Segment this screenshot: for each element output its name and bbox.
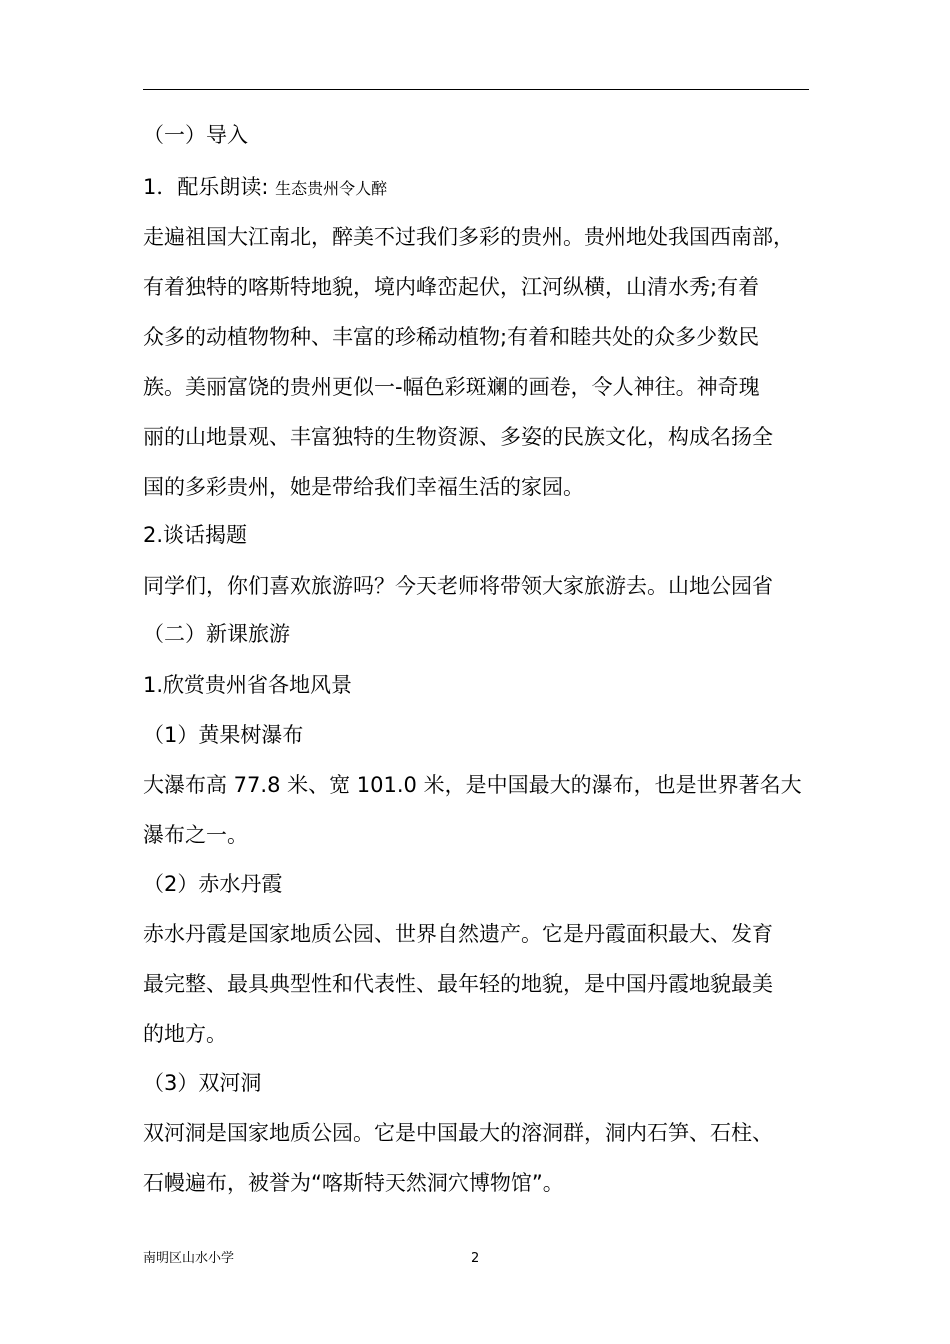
item-1 xyxy=(143,174,387,202)
scene-1-title: （1）黄果树瀑布 xyxy=(143,723,304,747)
scene-1-line-1: 大瀑布高 77.8 米、宽 101.0 米，是中国最大的瀑布，也是世界著名大 xyxy=(143,773,802,797)
scene-2-line-3: 的地方。 xyxy=(143,1022,227,1046)
para2: 同学们，你们喜欢旅游吗？今天老师将带领大家旅游去。山地公园省 xyxy=(143,574,773,598)
item-2-heading: 2.谈话揭题 xyxy=(143,523,248,547)
para1-line-3: 众多的动植物物种、丰富的珍稀动植物;有着和睦共处的众多少数民 xyxy=(143,325,760,349)
scene-3-line-1: 双河洞是国家地质公园。它是中国最大的溶洞群，洞内石笋、石柱、 xyxy=(143,1121,773,1145)
section-heading-intro: （一）导入 xyxy=(143,123,248,147)
para1-line-4: 族。美丽富饶的贵州更似一-幅色彩斑斓的画卷，令人神往。神奇瑰 xyxy=(143,375,760,399)
scene-2-title: （2）赤水丹霞 xyxy=(143,872,283,896)
sub-heading-1: 1.欣赏贵州省各地风景 xyxy=(143,673,353,697)
footer-page-number: 2 xyxy=(471,1251,480,1266)
item-1-prefix: 1．配乐朗读: xyxy=(143,175,276,199)
para1-line-5: 丽的山地景观、丰富独特的生物资源、多姿的民族文化，构成名扬全 xyxy=(143,425,773,449)
scene-3-title: （3）双河洞 xyxy=(143,1071,262,1095)
para1-line-2: 有着独特的喀斯特地貌，境内峰峦起伏，江河纵横，山清水秀;有着 xyxy=(143,275,760,299)
para1-line-6: 国的多彩贵州，她是带给我们幸福生活的家园。 xyxy=(143,475,584,499)
footer-school: 南明区山水小学 xyxy=(143,1251,235,1266)
scene-1-line-2: 瀑布之一。 xyxy=(143,823,248,847)
item-1-title: 生态贵州令人醉 xyxy=(275,179,388,198)
section-heading-new-lesson: （二）新课旅游 xyxy=(143,622,290,646)
header-rule xyxy=(143,89,809,90)
scene-2-line-2: 最完整、最具典型性和代表性、最年轻的地貌，是中国丹霞地貌最美 xyxy=(143,972,773,996)
para1-line-1: 走遍祖国大江南北，醉美不过我们多彩的贵州。贵州地处我国西南部， xyxy=(143,225,794,249)
scene-2-line-1: 赤水丹霞是国家地质公园、世界自然遗产。它是丹霞面积最大、发育 xyxy=(143,922,773,946)
scene-3-line-2: 石幔遍布，被誉为“喀斯特天然洞穴博物馆”。 xyxy=(143,1171,564,1195)
